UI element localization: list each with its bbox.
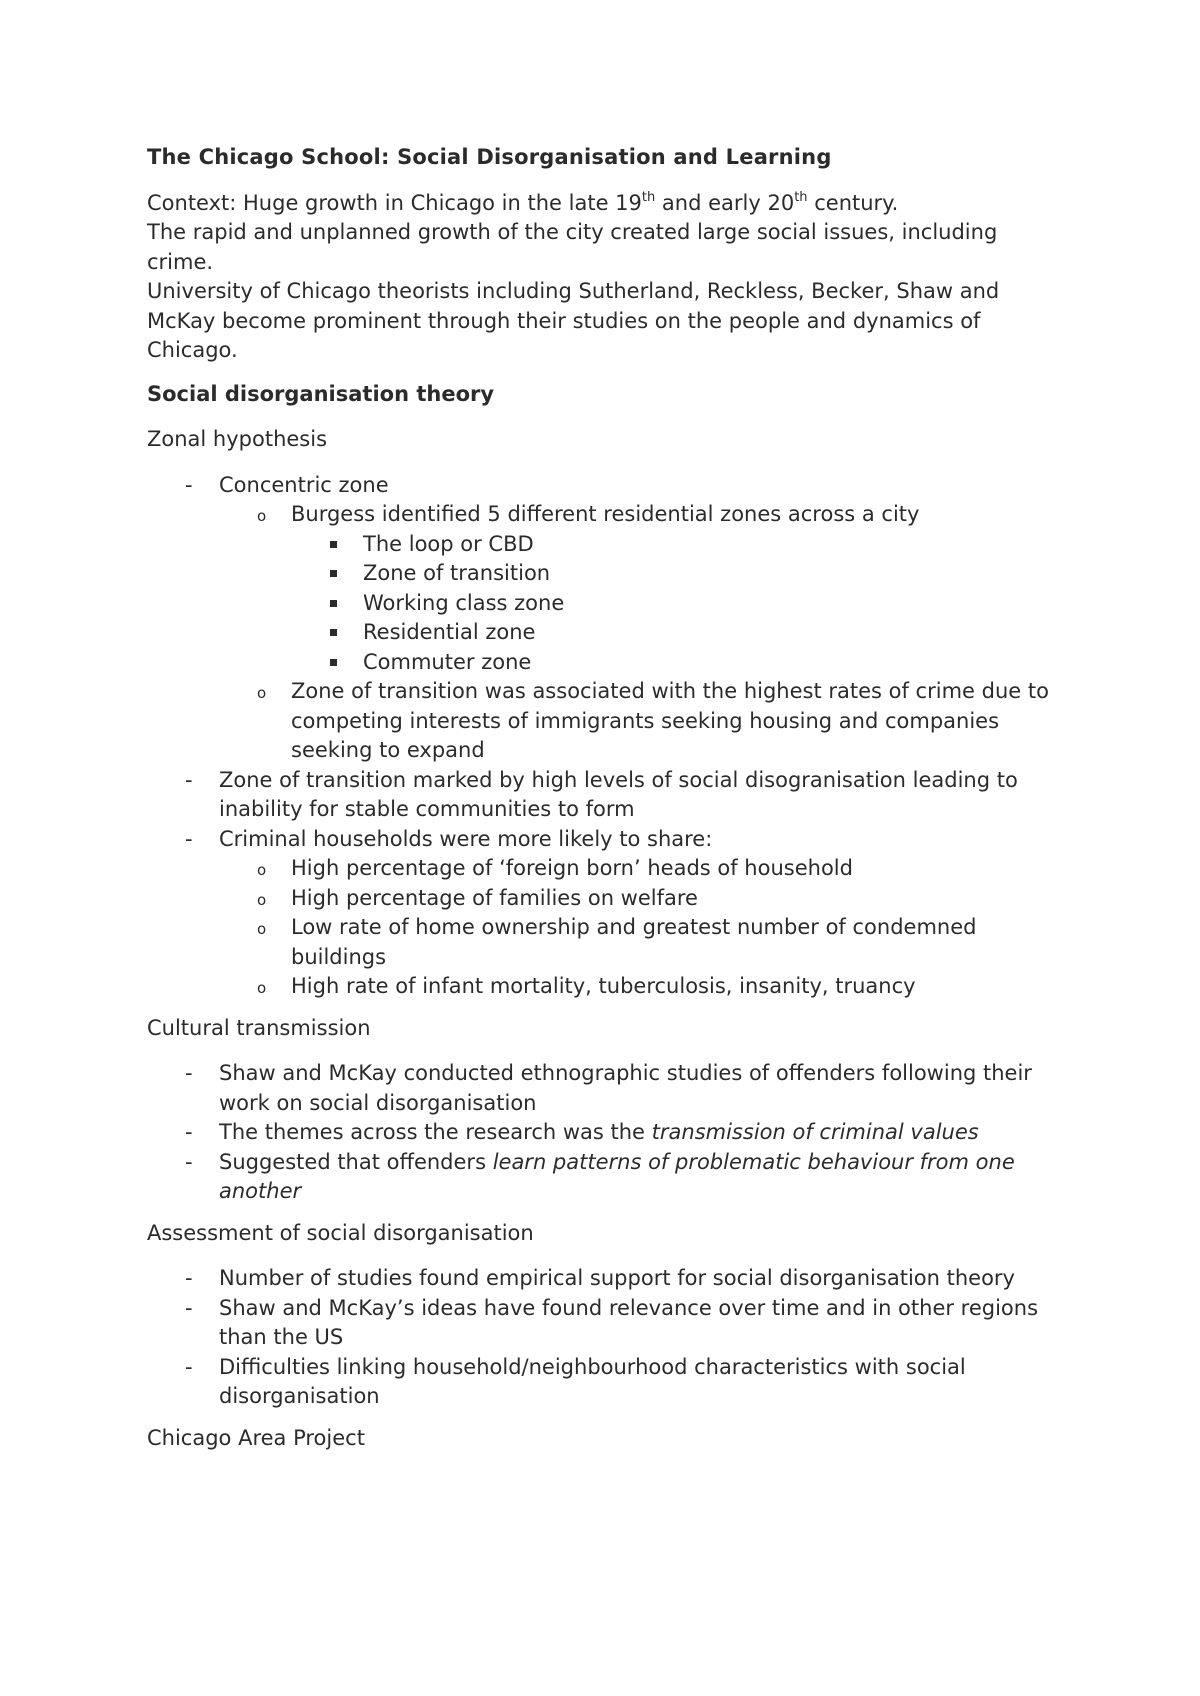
context-paragraph bbox=[147, 189, 1067, 219]
list-item bbox=[219, 677, 1067, 766]
dash-marker: - bbox=[185, 1354, 193, 1379]
cultural-transmission-heading: Cultural transmission bbox=[147, 1015, 371, 1040]
circle-marker: o bbox=[257, 861, 267, 879]
sub-list bbox=[219, 854, 1067, 1002]
circle-marker: o bbox=[257, 920, 267, 938]
dash-marker: - bbox=[185, 826, 193, 851]
dash-marker: - bbox=[185, 472, 193, 497]
superscript-th-2: th bbox=[794, 189, 808, 205]
document-title: The Chicago School: Social Disorganisation and Learning bbox=[147, 145, 832, 169]
dash-marker: - bbox=[185, 1120, 193, 1144]
list-item-text: High rate of infant mortality, tuberculosis, insanity, truancy bbox=[291, 974, 916, 998]
list-item-text: Zone of transition marked by high levels of social disogranisation leading to inability for stable communities to form bbox=[219, 767, 1018, 821]
list-item-text: High percentage of ‘foreign born’ heads of household bbox=[291, 856, 853, 880]
circle-marker: o bbox=[257, 507, 267, 525]
zone-item bbox=[291, 559, 1067, 589]
list-item bbox=[219, 854, 1067, 884]
list-item bbox=[219, 500, 1067, 677]
circle-marker: o bbox=[257, 684, 267, 702]
list-item-text: Number of studies found empirical support for social disorganisation theory bbox=[219, 1266, 1015, 1290]
assessment-heading: Assessment of social disorganisation bbox=[147, 1220, 534, 1245]
circle-marker: o bbox=[257, 979, 267, 997]
list-item bbox=[147, 825, 1067, 1002]
context-middle: and early 20 bbox=[655, 190, 795, 215]
zonal-hypothesis-heading: Zonal hypothesis bbox=[147, 427, 328, 451]
zones-list bbox=[291, 530, 1067, 678]
section-heading: Social disorganisation theory bbox=[147, 381, 495, 406]
list-item bbox=[147, 766, 1067, 825]
list-item bbox=[147, 471, 1067, 766]
superscript-th-1: th bbox=[641, 189, 656, 205]
list-item-text: Criminal households were more likely to share: bbox=[219, 826, 713, 851]
zonal-list bbox=[147, 471, 1067, 1002]
context-suffix: century. bbox=[807, 190, 899, 215]
dash-marker: - bbox=[185, 1295, 193, 1320]
list-item-text: Zone of transition was associated with the highest rates of crime due to competing interests of immigrants seeking housing and companies seeking to expand bbox=[291, 679, 1049, 762]
square-bullet-icon bbox=[330, 541, 337, 548]
context-prefix: Context: Huge growth in Chicago in the late 19 bbox=[147, 190, 642, 215]
dash-marker: - bbox=[185, 1149, 193, 1174]
list-item-text: Difficulties linking household/neighbourhood characteristics with social disorganisation bbox=[219, 1354, 966, 1408]
italic-phrase: transmission of criminal values bbox=[651, 1120, 979, 1144]
chicago-area-project-heading: Chicago Area Project bbox=[147, 1425, 365, 1450]
theorists-paragraph: University of Chicago theorists including Sutherland, Reckless, Becker, Shaw and McKay become prominent through their studies on the people and dynamics of Chicago. bbox=[147, 279, 1000, 362]
list-item-text: Suggested that offenders bbox=[219, 1149, 493, 1174]
list-item-text: Shaw and McKay’s ideas have found relevance over time and in other regions than the US bbox=[219, 1295, 1039, 1349]
list-item bbox=[219, 913, 1067, 972]
dash-marker: - bbox=[185, 1266, 193, 1290]
zone-text: Zone of transition bbox=[363, 561, 551, 585]
list-item-text: Low rate of home ownership and greatest number of condemned buildings bbox=[291, 915, 977, 969]
square-bullet-icon bbox=[330, 659, 337, 666]
list-item bbox=[147, 1118, 1067, 1148]
zone-item bbox=[291, 618, 1067, 648]
zone-text: Commuter zone bbox=[363, 649, 532, 674]
square-bullet-icon bbox=[330, 600, 337, 607]
growth-paragraph: The rapid and unplanned growth of the city created large social issues, including crime. bbox=[147, 220, 998, 274]
cultural-list bbox=[147, 1059, 1067, 1207]
list-item-text: The themes across the research was the bbox=[219, 1120, 652, 1144]
list-item-text: Shaw and McKay conducted ethnographic studies of offenders following their work on social disorganisation bbox=[219, 1061, 1032, 1115]
sub-list bbox=[219, 500, 1067, 766]
list-item bbox=[147, 1059, 1067, 1118]
zone-text: The loop or CBD bbox=[363, 531, 534, 556]
list-item bbox=[147, 1294, 1067, 1353]
dash-marker: - bbox=[185, 767, 193, 792]
zone-item bbox=[291, 530, 1067, 560]
italic-phrase: learn patterns of problematic behaviour from one another bbox=[219, 1149, 1015, 1203]
circle-marker: o bbox=[257, 890, 267, 909]
square-bullet-icon bbox=[330, 570, 337, 577]
list-item-text: Concentric zone bbox=[219, 472, 389, 497]
zone-text: Residential zone bbox=[363, 620, 536, 644]
list-item-text: High percentage of families on welfare bbox=[291, 885, 698, 910]
list-item bbox=[147, 1264, 1067, 1294]
list-item bbox=[147, 1353, 1067, 1412]
document-body bbox=[147, 143, 1067, 1469]
square-bullet-icon bbox=[330, 629, 337, 636]
dash-marker: - bbox=[185, 1061, 193, 1085]
list-item bbox=[219, 972, 1067, 1002]
zone-item bbox=[291, 648, 1067, 678]
list-item-text: Burgess identified 5 different residential zones across a city bbox=[291, 502, 920, 526]
zone-item bbox=[291, 589, 1067, 619]
list-item bbox=[219, 884, 1067, 914]
zone-text: Working class zone bbox=[363, 590, 565, 615]
assessment-list bbox=[147, 1264, 1067, 1412]
list-item bbox=[147, 1148, 1067, 1207]
